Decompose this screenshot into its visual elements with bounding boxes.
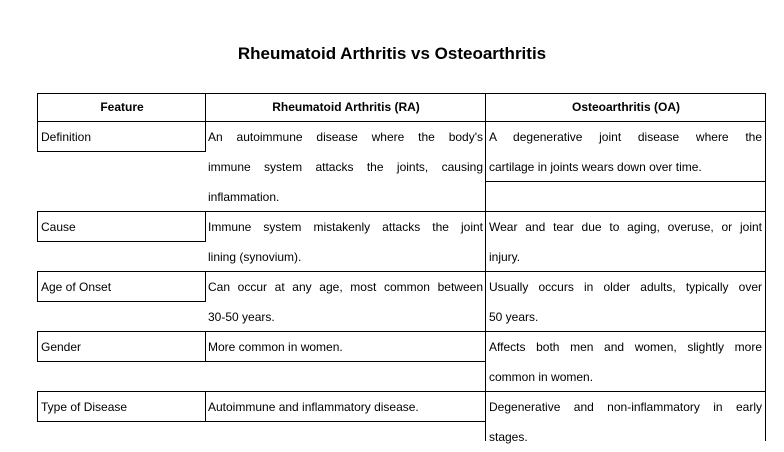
feature-cell: Cause (41, 220, 76, 234)
ra-line: inflammation. (208, 190, 280, 204)
table-rule (205, 331, 206, 362)
table-rule (205, 271, 206, 302)
table-rule (486, 181, 766, 182)
feature-cell: Type of Disease (41, 400, 128, 414)
header-oa: Osteoarthritis (OA) (571, 100, 680, 114)
table-rule (37, 391, 766, 392)
table-rule (37, 271, 206, 272)
table-rule (37, 93, 766, 94)
table-rule (37, 301, 206, 302)
ra-line: lining (synovium). (208, 250, 302, 264)
feature-cell: Age of Onset (41, 280, 112, 294)
ra-cell (208, 332, 483, 362)
table-rule (205, 93, 206, 152)
page-title: Rheumatoid Arthritis vs Osteoarthritis (237, 44, 547, 63)
oa-cell (489, 122, 762, 182)
table-rule (485, 93, 486, 441)
feature-cell: Definition (41, 130, 92, 144)
oa-cell (489, 332, 762, 392)
table-rule (37, 151, 206, 152)
ra-cell (208, 212, 483, 272)
table-rule (37, 211, 766, 212)
table-rule (37, 421, 486, 422)
oa-line: A degenerative joint disease where the (489, 130, 762, 144)
header-ra: Rheumatoid Arthritis (RA) (272, 100, 420, 114)
oa-line: Wear and tear due to aging, overuse, or joint (489, 220, 762, 234)
table-rule (37, 331, 38, 362)
header-feature: Feature (100, 100, 144, 114)
feature-cell: Gender (41, 340, 82, 354)
table-rule (37, 271, 38, 302)
table-rule (205, 211, 206, 242)
oa-cell (489, 212, 762, 272)
table-rule (206, 271, 766, 272)
oa-cell (489, 392, 762, 452)
table-rule (37, 331, 766, 332)
table-rule (37, 211, 38, 242)
oa-line: injury. (489, 250, 521, 264)
table-rule (205, 391, 206, 422)
table-rule (37, 361, 486, 362)
ra-line: Immune system mistakenly attacks the joint (208, 220, 483, 234)
oa-line: Affects both men and women, slightly more (489, 340, 762, 354)
oa-line: Usually occurs in older adults, typically over (489, 280, 762, 294)
ra-line: An autoimmune disease where the body's (208, 130, 483, 144)
ra-line: More common in women. (208, 340, 343, 354)
table-rule (765, 93, 766, 441)
ra-line: Can occur at any age, most common between (208, 280, 483, 294)
ra-line: Autoimmune and inflammatory disease. (208, 400, 419, 414)
table-rule (37, 241, 206, 242)
ra-cell (208, 392, 483, 422)
ra-line: immune system attacks the joints, causing (208, 160, 483, 174)
table-rule (37, 391, 38, 422)
table-rule (37, 93, 38, 152)
oa-line: stages. (489, 430, 528, 444)
ra-cell (208, 122, 483, 212)
oa-line: Degenerative and non-inflammatory in early (489, 400, 762, 414)
table-rule (37, 121, 766, 122)
oa-cell (489, 272, 762, 332)
oa-line: 50 years. (489, 310, 539, 324)
ra-cell (208, 272, 483, 332)
oa-line: cartilage in joints wears down over time. (489, 160, 702, 174)
oa-line: common in women. (489, 370, 594, 384)
ra-line: 30-50 years. (208, 310, 275, 324)
